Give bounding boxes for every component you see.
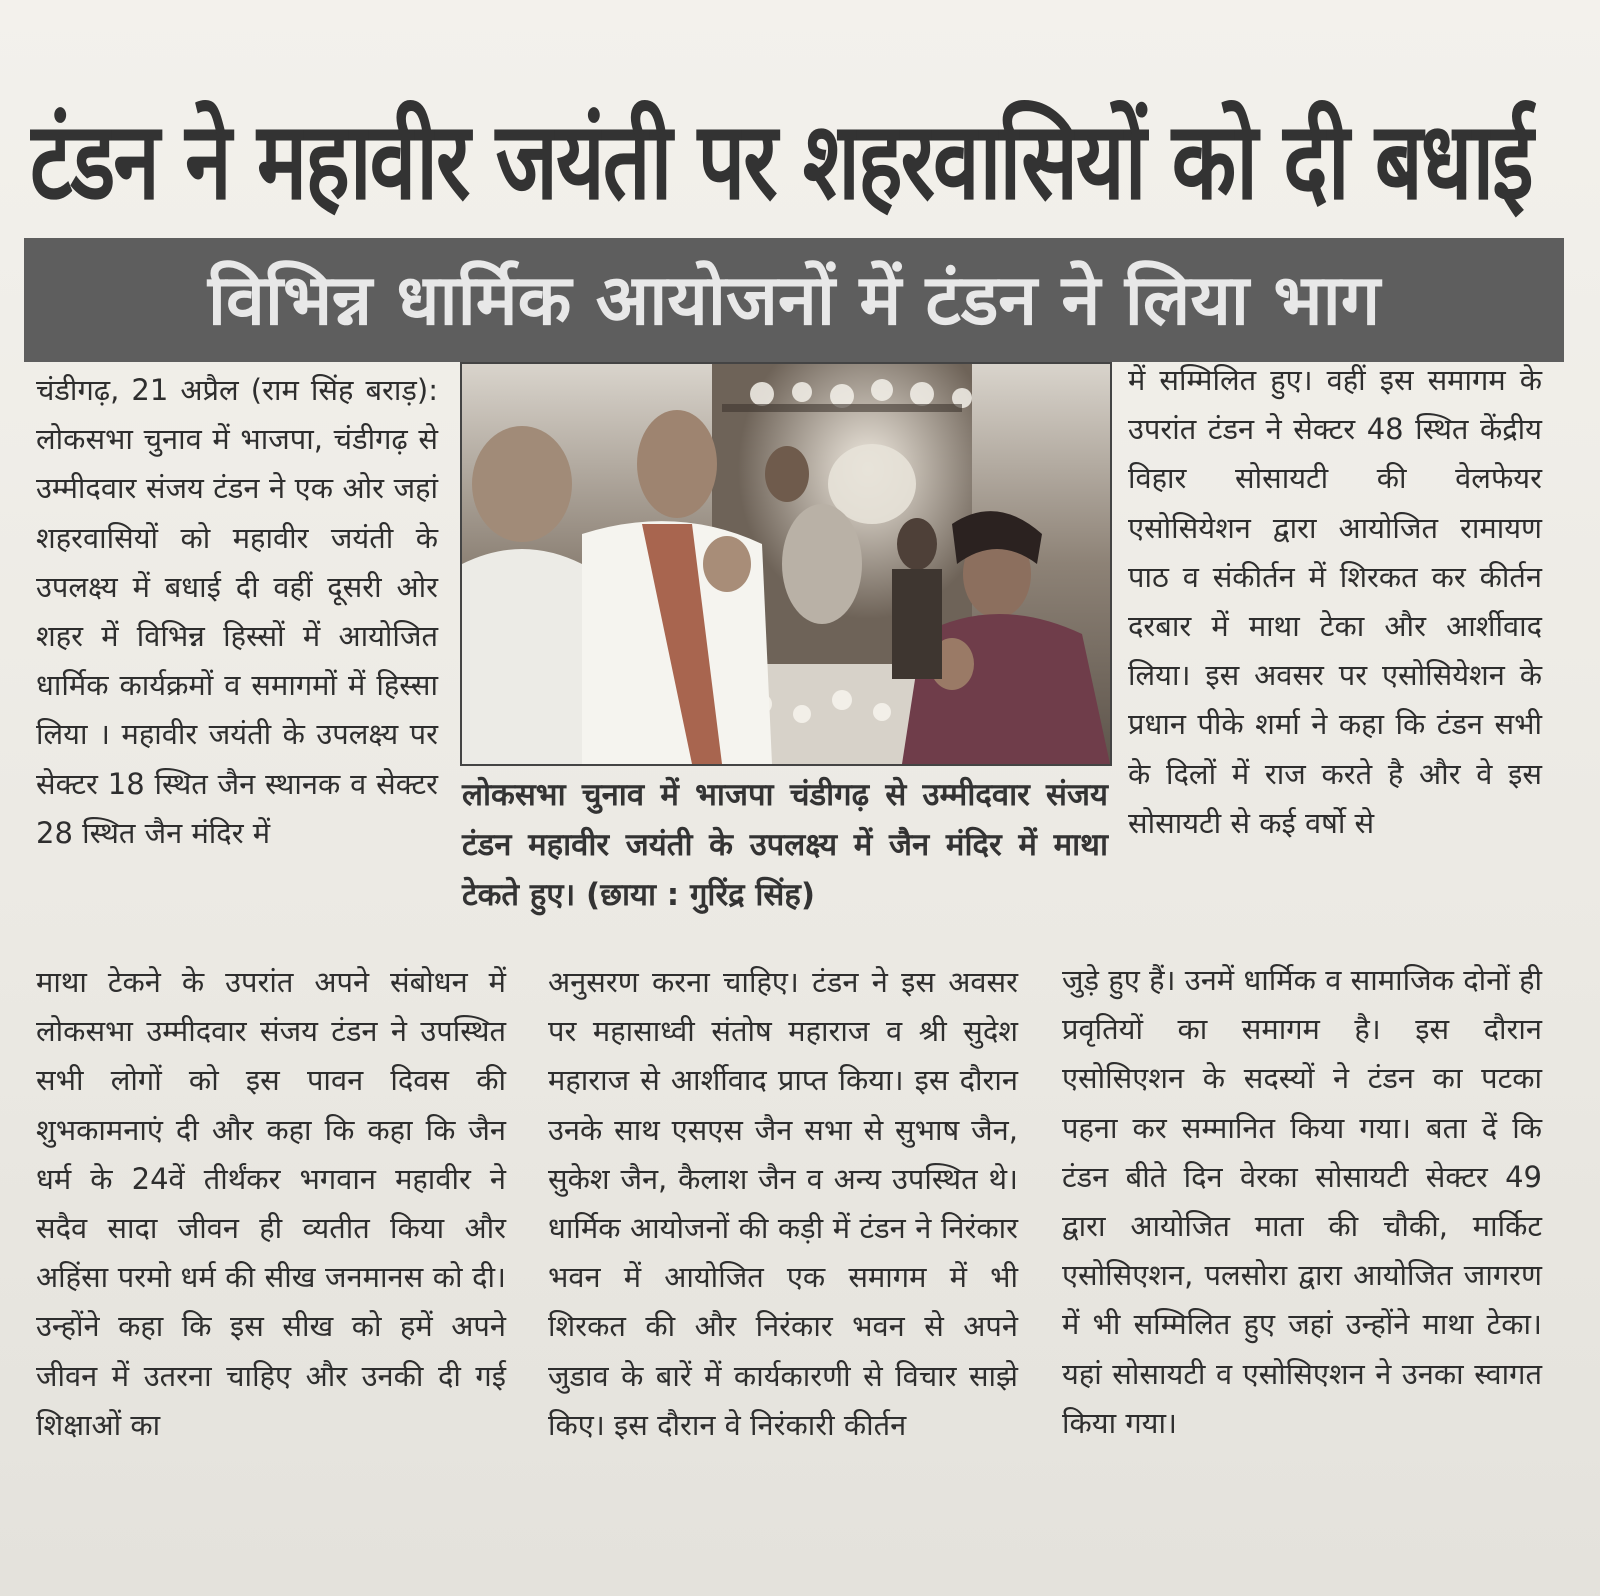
- news-photo: [460, 362, 1112, 766]
- headline: टंडन ने महावीर जयंती पर शहरवासियों को दी बधाई: [30, 97, 1532, 224]
- subheadline-band: [24, 238, 1564, 362]
- article-text: अनुसरण करना चाहिए। टंडन ने इस अवसर पर महासाध्वी संतोष महाराज व श्री सुदेश महाराज से आर्शीवाद प्राप्त किया। इस दौरान उनके साथ एसएस जैन सभा से सुभाष जैन, सुकेश जैन, कैलाश जैन व अन्य उपस्थित थे। धार्मिक आयोजनों की कड़ी में टंडन ने निरंकार भवन में आयोजित एक समागम में भी शिरकत की और निरंकार भवन से अपने जुडाव के बारें में कार्यकारणी से विचार साझे किए। इस दौरान वे निरंकारी कीर्तन: [548, 965, 1018, 1442]
- photo-caption: लोकसभा चुनाव में भाजपा चंडीगढ़ से उम्मीदवार संजय टंडन महावीर जयंती के उपलक्ष्य में जैन मंदिर में माथा टेकते हुए। (छाया : गुरिंद्र सिंह): [462, 777, 1108, 913]
- article-text: चंडीगढ़, 21 अप्रैल (राम सिंह बराड़): लोकसभा चुनाव में भाजपा, चंडीगढ़ से उम्मीदवार संजय टंडन ने एक ओर जहां शहरवासियों को महावीर जयंती के उपलक्ष्य में बधाई दी वहीं दूसरी ओर शहर में विभिन्न हिस्सों में आयोजित धार्मिक कार्यक्रमों व समागमों में हिस्सा लिया । महावीर जयंती के उपलक्ष्य पर सेक्टर 18 स्थित जैन स्थानक व सेक्टर 28 स्थित जैन मंदिर में: [36, 373, 438, 850]
- article-column-3-top: [1128, 356, 1542, 848]
- article-text: में सम्मिलित हुए। वहीं इस समागम के उपरांत टंडन ने सेक्टर 48 स्थित केंद्रीय विहार सोसायटी की वेलफेयर एसोसियेशन द्वारा आयोजित रामायण पाठ व संकीर्तन में शिरकत कर कीर्तन दरबार में माथा टेका और आर्शीवाद लिया। इस अवसर पर एसोसियेशन के प्रधान पीके शर्मा ने कहा कि टंडन सभी के दिलों में राज करते है और वे इस सोसायटी से कई वर्षो से: [1128, 363, 1542, 840]
- article-column-1-top: [36, 366, 438, 858]
- article-column-3-bottom: [1062, 956, 1542, 1448]
- subheadline: विभिन्न धार्मिक आयोजनों में टंडन ने लिया भाग: [207, 259, 1381, 341]
- temple-photo-illustration: [462, 364, 1110, 764]
- article-column-1-bottom: [36, 958, 506, 1450]
- article-text: माथा टेकने के उपरांत अपने संबोधन में लोकसभा उम्मीदवार संजय टंडन ने उपस्थित सभी लोगों को इस पावन दिवस की शुभकामनाएं दी और कहा कि कहा कि जैन धर्म के 24वें तीर्थंकर भगवान महावीर ने सदैव सादा जीवन ही व्यतीत किया और अहिंसा परमो धर्म की सीख जनमानस को दी। उन्होंने कहा कि इस सीख को हमें अपने जीवन में उतरना चाहिए और उनकी दी गई शिक्षाओं का: [36, 965, 506, 1442]
- article-text: जुड़े हुए हैं। उनमें धार्मिक व सामाजिक दोनों ही प्रवृतियों का समागम है। इस दौरान एसोसिएशन के सदस्यों ने टंडन का पटका पहना कर सम्मानित किया गया। बता दें कि टंडन बीते दिन वेरका सोसायटी सेक्टर 49 द्वारा आयोजित माता की चौकी, मार्किट एसोसिएशन, पलसोरा द्वारा आयोजित जागरण में भी सम्मिलित हुए जहां उन्होंने माथा टेका। यहां सोसायटी व एसोसिएशन ने उनका स्वागत किया गया।: [1062, 963, 1542, 1440]
- article-column-2: [548, 958, 1018, 1450]
